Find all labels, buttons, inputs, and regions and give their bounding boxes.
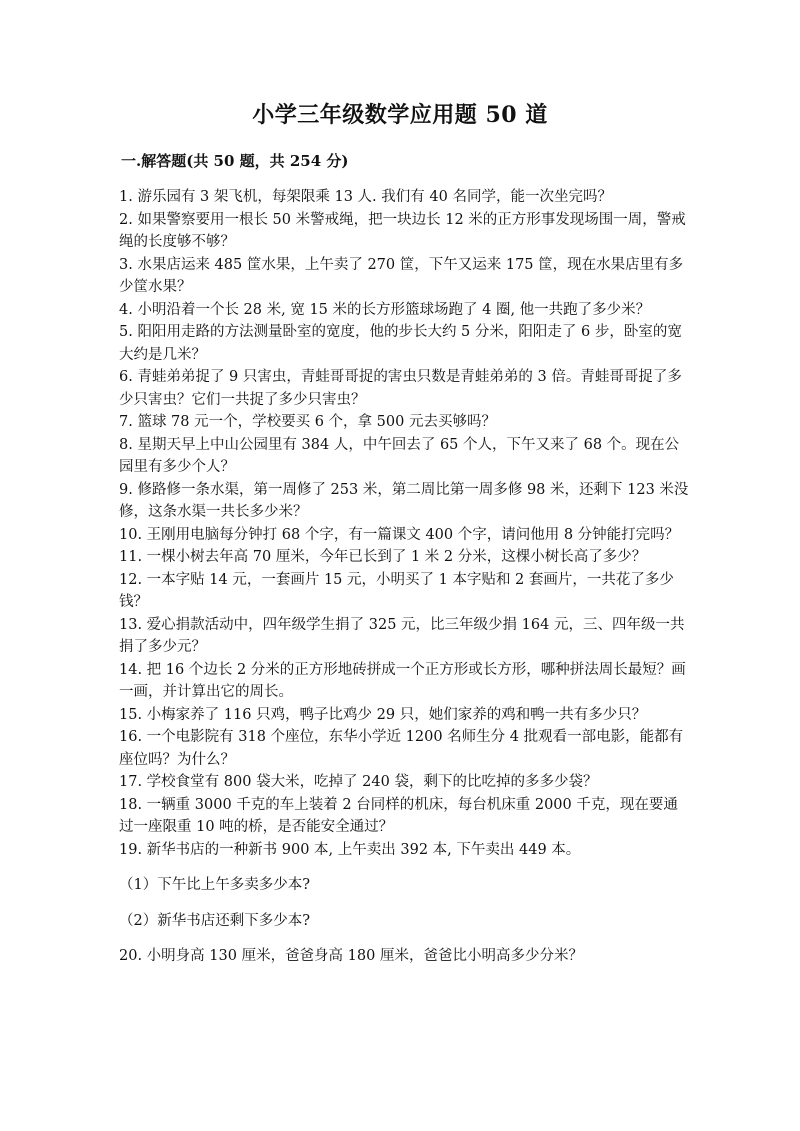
page-title: 小学三年级数学应用题 50 道 [252,102,548,128]
section-heading: 一.解答题(共 50 题，共 254 分) [121,152,349,170]
question-list [119,186,689,968]
question-item: 18. 一辆重 3000 千克的车上装着 2 台同样的机床，每台机床重 2000 千克，现在要通过一座限重 10 吨的桥，是否能安全通过？ [119,796,678,835]
question-item: 7. 篮球 78 元一个，学校要买 6 个，拿 500 元去买够吗？ [119,414,496,430]
question-item: 12. 一本字贴 14 元，一套画片 15 元，小明买了 1 本字贴和 2 套画片，一共花了多少钱？ [119,571,674,610]
question-item: 16. 一个电影院有 318 个座位，东华小学近 1200 名师生分 4 批观看一部电影，能都有座位吗？为什么？ [119,729,684,768]
question-item: 4. 小明沿着一个长 28 米, 宽 15 米的长方形篮球场跑了 4 圈, 他一共跑了多少米？ [119,301,651,318]
sub-question-item: （1）下午比上午多卖多少本? [119,877,310,893]
question-item: 14. 把 16 个边长 2 分米的正方形地砖拼成一个正方形或长方形，哪种拼法周长最短？画一画，并计算出它的周长。 [119,661,686,700]
question-item: 15. 小梅家养了 116 只鸡，鸭子比鸡少 29 只，她们家养的鸡和鸭一共有多少只？ [119,706,647,723]
question-item: 20. 小明身高 130 厘米，爸爸身高 180 厘米，爸爸比小明高多少分米？ [119,948,583,964]
question-item: 10. 王刚用电脑每分钟打 68 个字，有一篇课文 400 个字，请问他用 8 分钟能打完吗？ [119,526,680,543]
question-item: 8. 星期天早上中山公园里有 384 人，中午回去了 65 个人，下午又来了 68 个。现在公园里有多少个人？ [119,436,680,475]
question-item: 17. 学校食堂有 800 袋大米，吃掉了 240 袋，剩下的比吃掉的多多少袋？ [119,774,598,790]
question-item: 3. 水果店运来 485 筐水果，上午卖了 270 筐，下午又运来 175 筐，现在水果店里有多少筐水果？ [119,256,684,295]
question-item: 11. 一棵小树去年高 70 厘米，今年已长到了 1 米 2 分米，这棵小树长高了多少？ [119,549,647,565]
question-item: 2. 如果警察要用一根长 50 米警戒绳，把一块边长 12 米的正方形事发现场围一周，警戒绳的长度够不够？ [119,211,686,250]
question-item: 13. 爱心捐款活动中，四年级学生捐了 325 元，比三年级少捐 164 元，三、四年级一共捐了多少元？ [119,616,685,655]
question-item: 19. 新华书店的一种新书 900 本, 上午卖出 392 本, 下午卖出 449 本。 [119,841,581,858]
question-item: 6. 青蛙弟弟捉了 9 只害虫，青蛙哥哥捉的害虫只数是青蛙弟弟的 3 倍。青蛙哥哥捉了多少只害虫？它们一共捉了多少只害虫？ [119,369,682,408]
sub-question-item: （2）新华书店还剩下多少本? [119,912,310,929]
question-item: 1. 游乐园有 3 架飞机，每架限乘 13 人. 我们有 40 名同学，能一次坐完吗？ [119,189,612,205]
question-item: 9. 修路修一条水渠，第一周修了 253 米，第二周比第一周多修 98 米，还剩下 123 米没修，这条水渠一共长多少米？ [119,481,689,520]
question-item: 5. 阳阳用走路的方法测量卧室的宽度，他的步长大约 5 分米，阳阳走了 6 步，卧室的宽大约是几米？ [119,324,682,363]
